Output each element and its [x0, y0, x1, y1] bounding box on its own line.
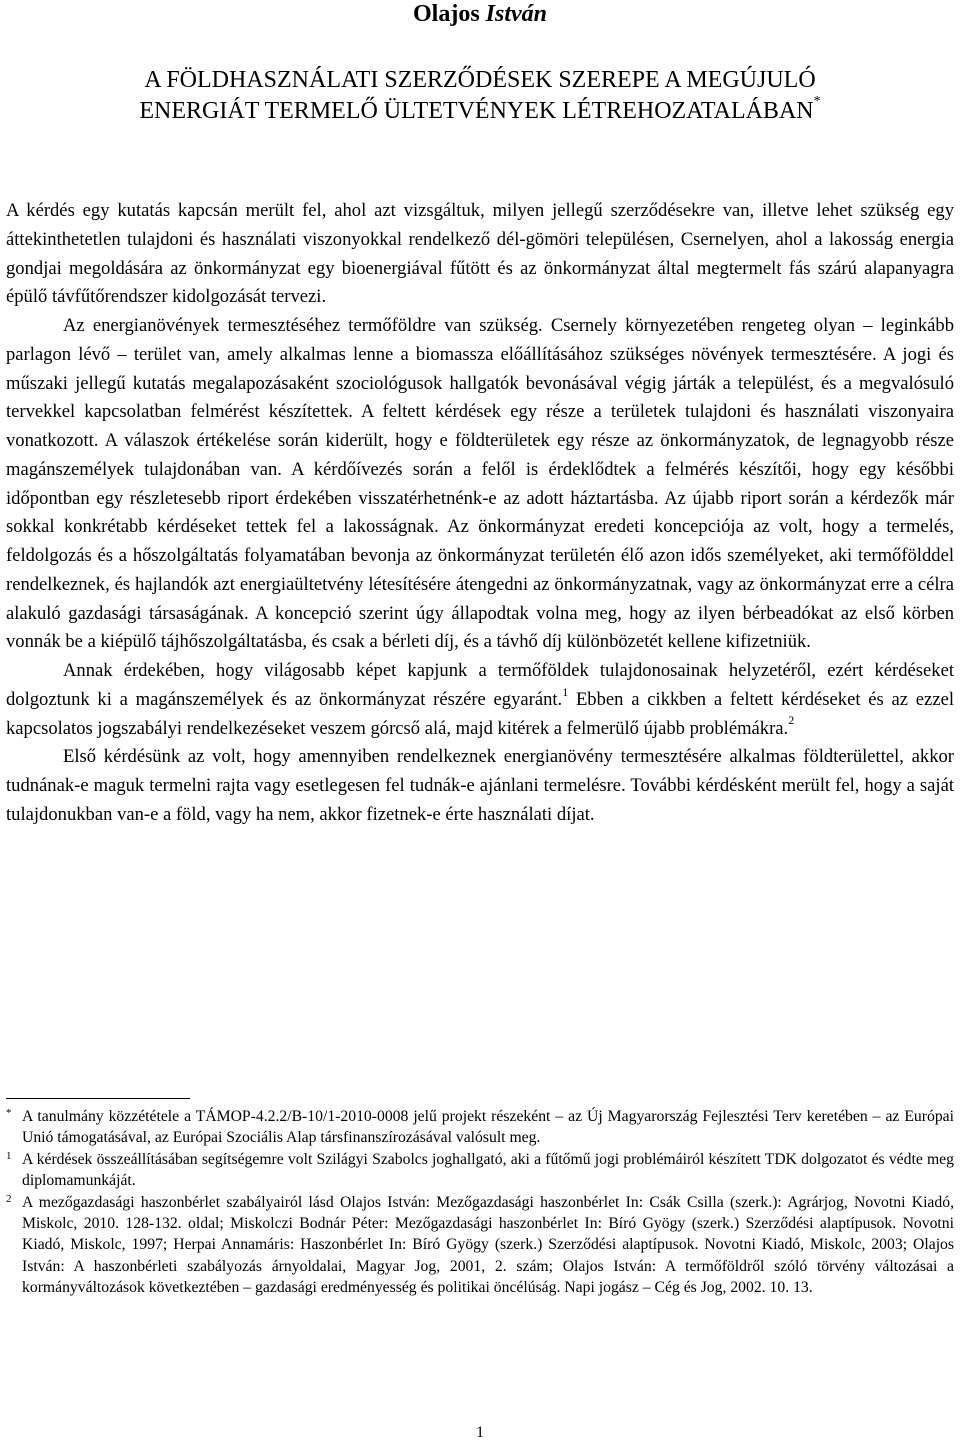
paragraph-3: [6, 657, 954, 743]
footnote-ref-2: 2: [788, 713, 795, 728]
footnote-ref-1: 1: [562, 684, 569, 699]
paragraph-1: A kérdés egy kutatás kapcsán merült fel, ahol azt vizsgáltuk, milyen jellegű szerződésekre van, illetve lehet szükség egy áttekinthetetlen tulajdoni és használati viszonyokkal rendelkező dél-gömöri településen, Csernelyen, ahol a lakosság energia gondjai megoldására az önkormányzat egy bioenergiával fűtött és az önkormányzat által megtermelt fás szárú alapanyagra épülő távfűtőrendszer kidolgozását tervezi.: [6, 200, 954, 308]
footnote-1: [6, 1149, 954, 1192]
paragraph-3-part-b: Ebben a cikkben a feltett kérdéseket és az ezzel kapcsolatos jogszabályi rendelkezéseket veszem górcső alá, majd kitérek a felmerülő újabb problémákra.: [6, 688, 954, 739]
footnote-star-text: A tanulmány közzététele a TÁMOP-4.2.2/B-10/1-2010-0008 jelű projekt részeként – az Új Magyarország Fejlesztési Terv keretében – az Európai Unió támogatásával, az Európai Szociális Alap társfinanszírozásával valósult meg.: [22, 1108, 954, 1147]
author-family-name: Olajos: [412, 1, 480, 27]
article-title: [6, 65, 954, 127]
footnote-separator: [6, 1098, 190, 1099]
author-name: [6, 0, 954, 28]
paragraph-2: Az energianövények termesztéséhez termőföldre van szükség. Csernely környezetében rengeteg olyan – leginkább parlagon lévő – terület van, amely alkalmas lenne a biomassza előállításához szükséges növények termesztésére. A jogi és műszaki jellegű kutatás megalapozásaként szociológusok hallgatók bevonásával végig járták a települést, és a megvalósuló tervekkel kapcsolatban felmérést készítettek. A feltett kérdések egy része a területek tulajdoni és használati viszonyaira vonatkozott. A válaszok értékelése során kiderült, hogy e földterületek egy része az önkormányzatok, de legnagyobb része magánszemélyek tulajdonában van. A kérdőívezés során a felől is érdeklődtek a felmérés készítői, hogy egy későbbi időpontban egy részletesebb riport érdekében visszatérhetnénk-e az adott háztartásba. Az újabb riport során a kérdezők már sokkal konkrétabb kérdéseket tettek fel a lakosságnak. Az önkormányzat eredeti koncepciója az volt, hogy a termelés, feldolgozás és a hőszolgáltatás folyamatában bevonja az önkormányzat területén élő azon idős személyeket, aki termőfölddel rendelkeznek, és hajlandók azt energiaültetvény létesítésére átengedni az önkormányzatnak, vagy az önkormányzat erre a célra alakuló gazdasági társaságának. A koncepció szerint úgy állapodtak volna meg, hogy az ilyen bérbeadókat az első körben vonnák be a kiépülő tájhőszolgáltatásba, és csak a bérleti díj, és a távhő díj különbözetét kellene kifizetniük.: [6, 315, 954, 653]
footnote-star-mark: *: [6, 1107, 12, 1119]
paragraph-4: Első kérdésünk az volt, hogy amennyiben rendelkeznek energianövény termesztésére alkalmas földterülettel, akkor tudnának-e maguk termelni rajta vagy esetlegesen fel tudnák-e ajánlani termelésre. További kérdésként merült fel, hogy a saját tulajdonukban van-e a föld, vagy ha nem, akkor fizetnek-e érte használati díjat.: [6, 746, 954, 825]
footnote-1-text: A kérdések összeállításában segítségemre volt Szilágyi Szabolcs joghallgató, aki a fűtőmű jogi problémáiról készített TDK dolgozatot és védte meg diplomamunkáját.: [22, 1150, 954, 1190]
title-line-1: A FÖLDHASZNÁLATI SZERZŐDÉSEK SZEREPE A MEGÚJULÓ: [144, 67, 816, 93]
footnote-2-text: A mezőgazdasági haszonbérlet szabályairól lásd Olajos István: Mezőgazdasági haszonbérlet In: Csák Csilla (szerk.): Agrárjog, Novotni Kiadó, Miskolc, 2010. 128-132. oldal; Miskolczi Bodnár Péter: Mezőgazdasági haszonbérlet In: Bíró Gyögy (szerk.) Szerződési alaptípusok. Novotni Kiadó, Miskolc, 1997; Herpai Annamáris: Haszonbérlet In: Bíró Gyögy (szerk.) Szerződési alaptípusok. Novotni Kiadó, Miskolc, 2003; Olajos István: A haszonbérleti szabályozás árnyoldalai, Magyar Jog, 2001, 2. szám; Olajos István: A termőföldről szóló törvény változásai a kormányváltozások következtében – gazdasági eredményesség és politikai öncélúság. Napi jogász – Cég és Jog, 2002. 10. 13.: [22, 1193, 954, 1297]
page-number: 1: [476, 1424, 484, 1441]
footnotes: [6, 1106, 954, 1299]
footnote-2: [6, 1192, 954, 1299]
article-body: [6, 197, 954, 830]
footnote-1-mark: 1: [6, 1149, 12, 1162]
title-line-2: ENERGIÁT TERMELŐ ÜLTETVÉNYEK LÉTREHOZATALÁBAN: [139, 98, 814, 124]
title-footnote-marker: *: [813, 94, 821, 109]
author-given-name: István: [485, 1, 548, 27]
paragraph-3-part-a: Annak érdekében, hogy világosabb képet kapjunk a termőföldek tulajdonosainak helyzetéről, ezért kérdéseket dolgoztunk ki a magánszemélyek és az önkormányzat részére egyaránt.: [6, 660, 954, 710]
footnote-2-mark: 2: [6, 1192, 12, 1205]
footnote-star: [6, 1106, 954, 1149]
